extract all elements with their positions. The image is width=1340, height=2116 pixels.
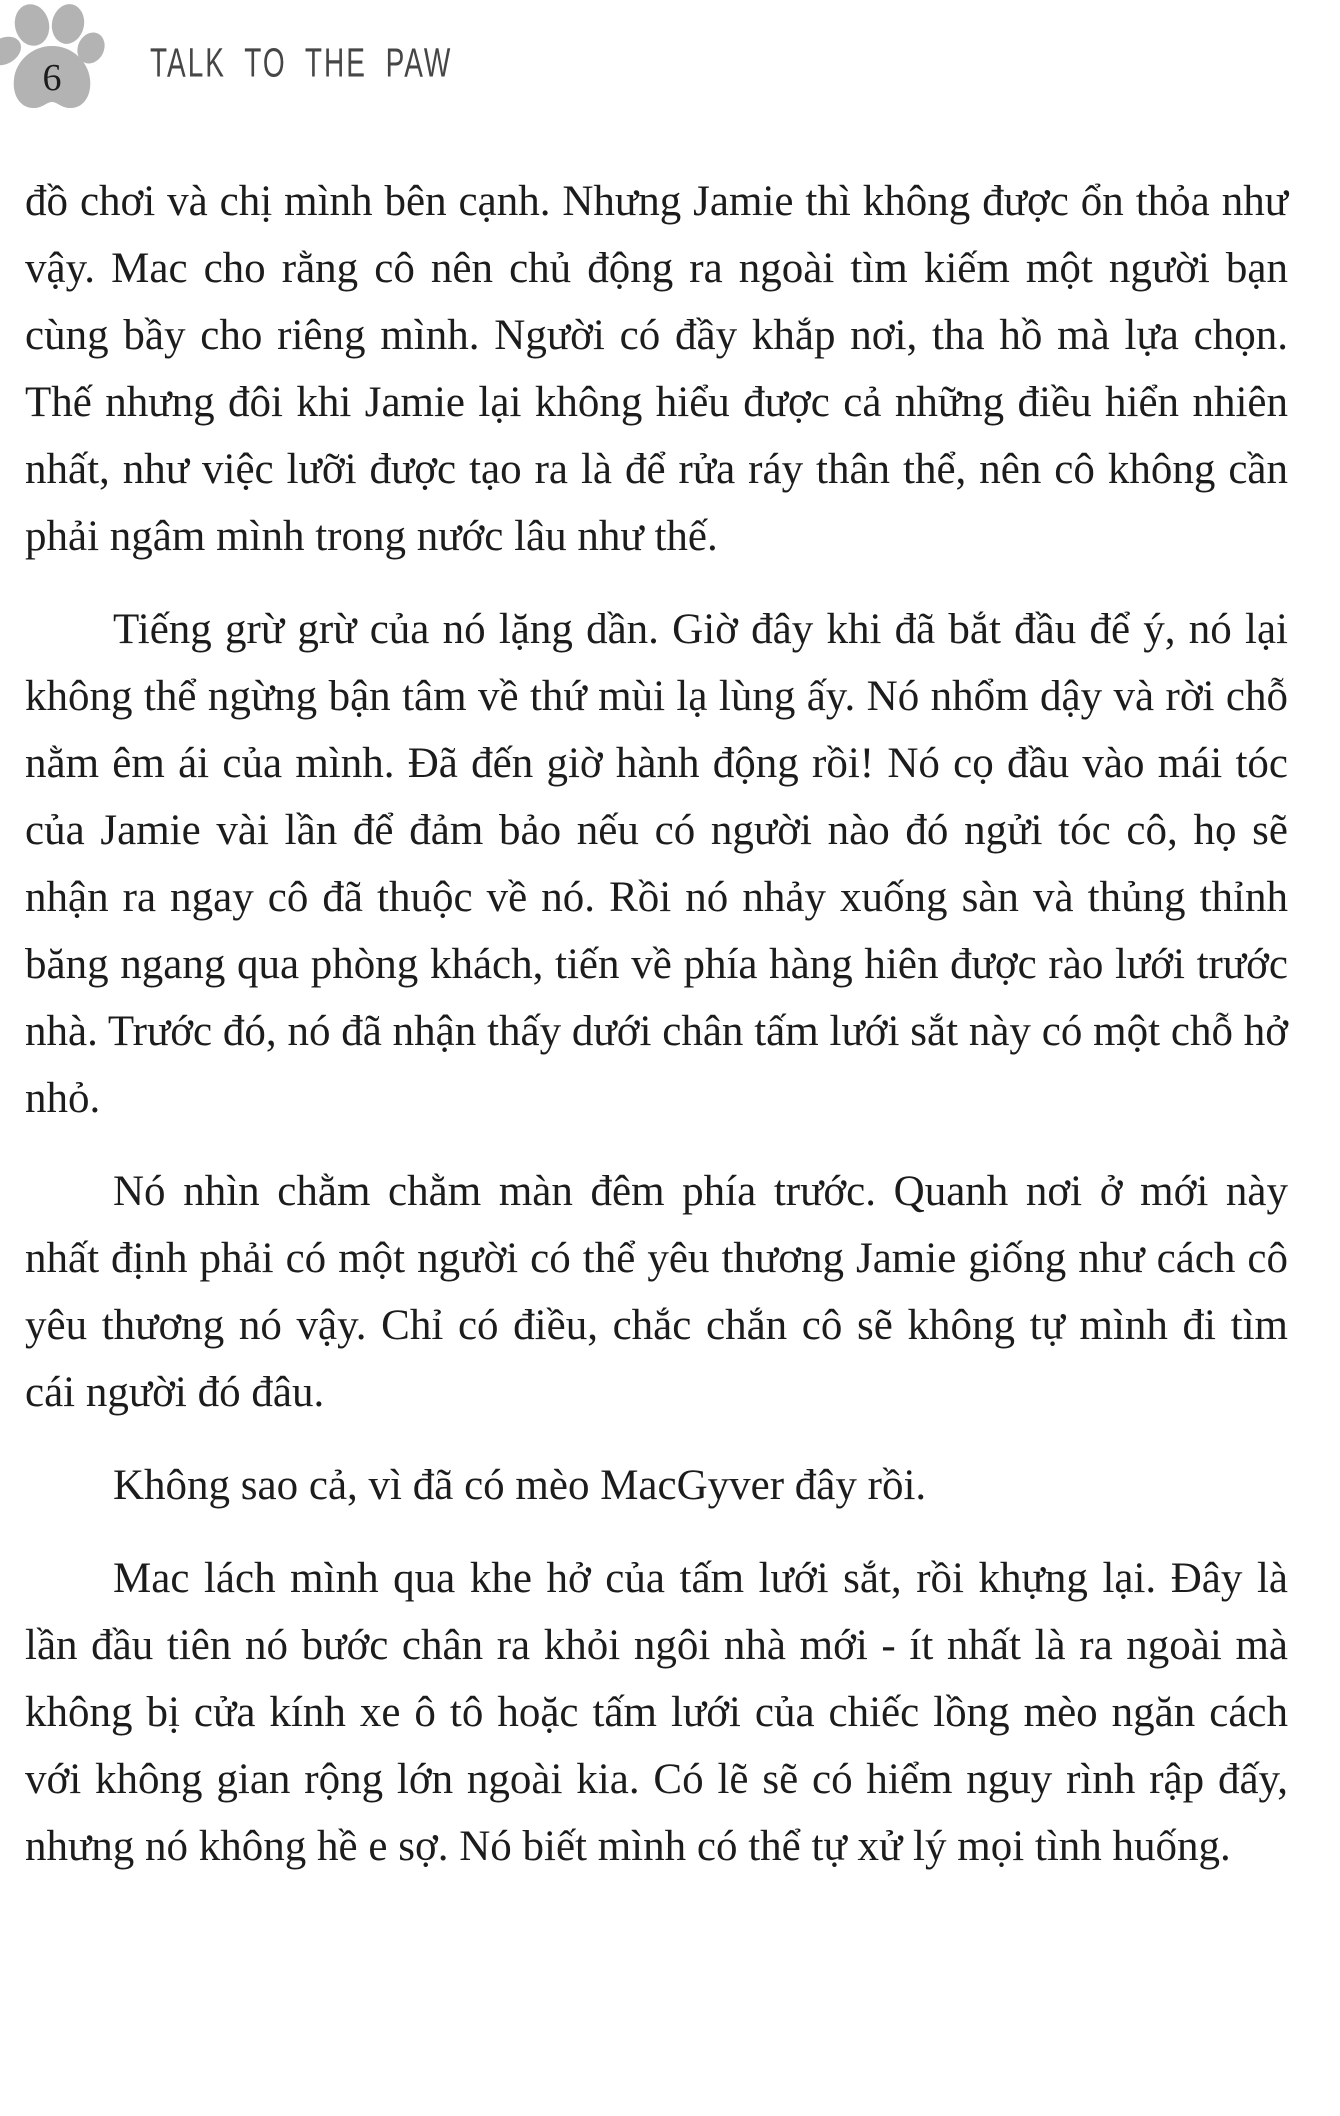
paragraph: Tiếng grừ grừ của nó lặng dần. Giờ đây khi đã bắt đầu để ý, nó lại không thể ngừng bận tâm về thứ mùi lạ lùng ấy. Nó nhổm dậy và rời chỗ nằm êm ái của mình. Đã đến giờ hành động rồi! Nó cọ đầu vào mái tóc của Jamie vài lần để đảm bảo nếu có người nào đó ngửi tóc cô, họ sẽ nhận ra ngay cô đã thuộc về nó. Rồi nó nhảy xuống sàn và thủng thỉnh băng ngang qua phòng khách, tiến về phía hàng hiên được rào lưới trước nhà. Trước đó, nó đã nhận thấy dưới chân tấm lưới sắt này có một chỗ hở nhỏ.: [25, 606, 1288, 1122]
page-header: [0, 0, 1340, 130]
paragraph: Không sao cả, vì đã có mèo MacGyver đây rồi.: [113, 1462, 927, 1509]
paw-print-icon: [0, 2, 110, 118]
paragraph: Nó nhìn chằm chằm màn đêm phía trước. Quanh nơi ở mới này nhất định phải có một người có thể yêu thương Jamie giống như cách cô yêu thương nó vậy. Chỉ có điều, chắc chắn cô sẽ không tự mình đi tìm cái người đó đâu.: [25, 1168, 1288, 1416]
paragraph: đồ chơi và chị mình bên cạnh. Nhưng Jamie thì không được ổn thỏa như vậy. Mac cho rằng cô nên chủ động ra ngoài tìm kiếm một người bạn cùng bầy cho riêng mình. Người có đầy khắp nơi, tha hồ mà lựa chọn. Thế nhưng đôi khi Jamie lại không hiểu được cả những điều hiển nhiên nhất, như việc lưỡi được tạo ra là để rửa ráy thân thể, nên cô không cần phải ngâm mình trong nước lâu như thế.: [25, 178, 1288, 560]
body-text-block: [25, 168, 1288, 1880]
page-number: 6: [42, 57, 62, 99]
running-head-title: TALK TO THE PAW: [150, 40, 453, 85]
paragraph: Mac lách mình qua khe hở của tấm lưới sắt, rồi khựng lại. Đây là lần đầu tiên nó bước chân ra khỏi ngôi nhà mới - ít nhất là ra ngoài mà không bị cửa kính xe ô tô hoặc tấm lưới của chiếc lồng mèo ngăn cách với không gian rộng lớn ngoài kia. Có lẽ sẽ có hiểm nguy rình rập đấy, nhưng nó không hề e sợ. Nó biết mình có thể tự xử lý mọi tình huống.: [25, 1555, 1288, 1870]
